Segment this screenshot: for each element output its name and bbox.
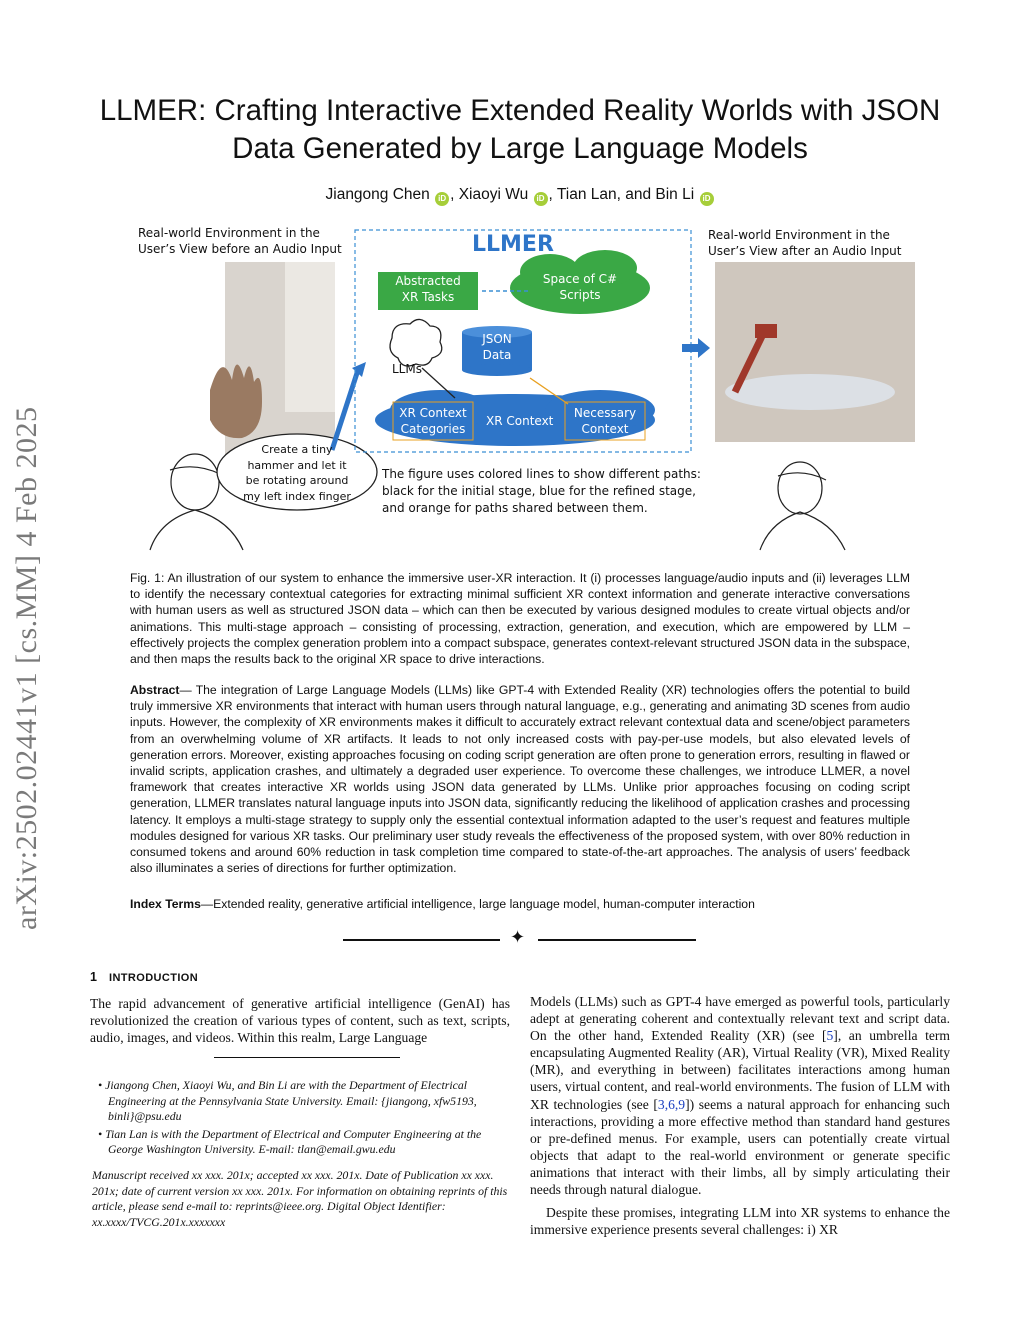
left-label-line: Real-world Environment in the	[138, 226, 320, 240]
user-right-icon	[760, 462, 845, 550]
footnote-2: • Tian Lan is with the Department of Electrical and Computer Engineering at the George Washington University. E-mail: tlan@email.gwu.edu	[98, 1126, 482, 1157]
necessary-line: Necessary	[573, 406, 637, 420]
arxiv-stamp: arXiv:2502.02441v1 [cs.MM] 4 Feb 2025	[10, 406, 43, 930]
hammer-head	[755, 324, 777, 338]
json-data-label	[462, 332, 532, 363]
figure-caption: Fig. 1: An illustration of our system to enhance the immersive user-XR interaction. It (i) processes language/audio inputs and (ii) leverages LLM to identify the necessary contextual categories for extracting minimal sufficient XR context information and generate interactive conversations with human users as well as structured JSON data – which can then be executed by various designed modules to create virtual objects and/or animations. This multi-stage approach – consisting of processing, extraction, generation, and execution, which are empowered by LLM – effectively projects the complex generation problem into a compact subspace, generates context-relevant structured JSON data in the subspace, and then maps the results back to the original XR space to drive interactions.	[130, 571, 910, 667]
abstracted-tasks-label	[378, 274, 478, 305]
figure-note	[382, 466, 701, 517]
divider-rule-left	[343, 939, 500, 941]
note-line: The figure uses colored lines to show different paths:	[382, 467, 701, 481]
footnote-rule	[214, 1057, 400, 1058]
intro-paragraph: Despite these promises, integrating LLM into XR systems to enhance the immersive experience presents several challenges: i) XR	[530, 1205, 950, 1238]
para-text: ], an umbrella term encapsulating Augmented Reality (AR), Virtual Reality (VR), Mixed Reality (MR), and everything in between) facilitates interactions among human users, virtual content, and real-world environments. The fusion of LLM with XR technologies (see [	[530, 1028, 950, 1112]
author-separator: ,	[450, 186, 459, 203]
author-name: Tian Lan, and Bin Li	[556, 186, 695, 203]
section-number: 1	[90, 970, 98, 984]
divider-star-icon: ✦	[510, 927, 526, 947]
right-label-line: Real-world Environment in the	[708, 228, 890, 242]
necessary-context-label	[565, 406, 645, 437]
abstracted-line: Abstracted	[395, 274, 461, 288]
citation-link[interactable]: 3,6,9	[657, 1096, 686, 1112]
para-text: ]) seems a natural approach for enhancing such interactions, providing a more effective method than standard hand gestures or pre-defined menus. For example, users can potentially create virtual objects that adapt to the real-world environment or generate specific animations that interact with their limbs, all by simply articulating their needs through natural dialogue.	[530, 1096, 950, 1198]
intro-paragraph	[530, 993, 950, 1198]
xr-cat-line: Categories	[400, 421, 466, 436]
space-line: Scripts	[559, 287, 601, 302]
xr-cat-line: XR Context	[399, 406, 467, 420]
figure-1	[110, 220, 920, 560]
author-name: Xiaoyi Wu	[458, 186, 529, 203]
orcid-icon[interactable]: iD	[700, 192, 714, 206]
footnote-1: • Jiangong Chen, Xiaoyi Wu, and Bin Li are with the Department of Electrical Engineering at the Pennsylvania State University. Email: {jiangong, xfw5193, binli}@psu.edu	[98, 1078, 477, 1124]
arrow-right	[682, 338, 710, 358]
arrow-up	[332, 370, 358, 450]
abstract	[130, 682, 910, 876]
speech-line: be rotating around	[245, 474, 349, 487]
right-photo-label	[708, 228, 902, 259]
section-divider	[340, 927, 700, 950]
paper-title	[80, 92, 960, 168]
abstract-label: Abstract	[130, 683, 180, 697]
footnote-2-text: Tian Lan is with the Department of Electrical and Computer Engineering at the George Washington University. E-mail: tlan@email.gwu.edu	[105, 1126, 482, 1157]
intro-paragraph: The rapid advancement of generative artificial intelligence (GenAI) has revolutionized the creation of various types of content, such as text, scripts, audio, images, and videos. Within this realm, Large Language	[90, 996, 510, 1046]
abstract-text: — The integration of Large Language Models (LLMs) like GPT-4 with Extended Reality (XR) technologies offers the potential to build truly immersive XR environments that interact with human users through natural language, e.g., generating and animating 3D scenes from audio inputs. However, the complexity of XR environments makes it difficult to accurately extract relevant contextual data and scene/object parameters from an overwhelming volume of XR artifacts. It leads to not only increased costs with pay-per-use models, but also elevated levels of generation errors. Moreover, existing approaches focusing on coding script generation are often prone to generation errors, resulting in flawed or invalid scripts, application crashes, and ultimately a degraded user experience. To overcome these challenges, we introduce LLMER, a novel framework that creates interactive XR worlds using JSON data generated by LLMs. Unlike prior approaches focusing on coding script generation, LLMER translates natural language inputs into JSON data, significantly reducing the likelihood of application crashes and processing latency. It employs a multi-stage strategy to supply only the essential contextual information adapted to the user’s request and features multiple modules designed for various XR tasks. Our preliminary user study reveals the effectiveness of the proposed system, with over 80% reduction in consumed tokens and around 60% reduction in task completion time compared to state-of-the-art approaches. The analysis of users’ feedback also illuminates a series of directions for further optimization.	[130, 683, 910, 876]
manuscript-note: Manuscript received xx xxx. 201x; accepted xx xxx. 201x. Date of Publication xx xxx. 201x; date of current version xx xxx. 201x. For information on obtaining reprints of this article, please send e-mail to: reprints@ieee.org. Digital Object Identifier: xx.xxxx/TVCG.201x.xxxxxxx	[92, 1167, 508, 1229]
author-separator: ,	[548, 186, 557, 203]
space-line: Space of C#	[542, 272, 618, 286]
footnote-1-text: Jiangong Chen, Xiaoyi Wu, and Bin Li are with the Department of Electrical Engineering at the Pennsylvania State University. Email: {jiangong, xfw5193, binli}@psu.edu	[105, 1078, 477, 1124]
author-list	[80, 186, 960, 206]
speech-line: Create a tiny	[261, 443, 333, 456]
space-of-scripts-label	[530, 272, 630, 303]
right-photo	[715, 262, 915, 442]
para-text: Models (LLMs) such as GPT-4 have emerged as powerful tools, particularly adept at generating coherent and contextually relevant text and script data. On the other hand, Extended Reality (XR) (see [	[530, 994, 950, 1044]
note-line: black for the initial stage, blue for the refined stage,	[382, 484, 696, 498]
intro-left-column	[90, 995, 510, 1059]
note-line: and orange for paths shared between them.	[382, 501, 648, 515]
brain-icon	[390, 319, 442, 366]
abstracted-line: XR Tasks	[401, 289, 455, 304]
right-label-line: User’s View after an Audio Input	[708, 243, 902, 258]
xr-context-label: XR Context	[486, 414, 554, 428]
speech-bubble-text	[237, 442, 357, 504]
intro-right-column	[530, 993, 950, 1238]
right-photo-panel	[725, 374, 895, 410]
left-photo-wall	[285, 262, 335, 412]
speech-line: hammer and let it	[247, 458, 347, 472]
author-name: Jiangong Chen	[325, 186, 430, 203]
index-terms	[130, 896, 910, 912]
speech-line: my left index finger	[243, 489, 351, 503]
xr-context-categories-label	[393, 406, 473, 437]
citation-link[interactable]: 5	[826, 1028, 834, 1044]
json-cylinder-bottom	[462, 364, 532, 376]
section-heading	[90, 970, 198, 984]
index-terms-label: Index Terms	[130, 897, 201, 911]
left-photo-label	[138, 226, 342, 257]
index-terms-text: —Extended reality, generative artificial intelligence, large language model, human-computer interaction	[200, 897, 755, 911]
json-line: Data	[482, 347, 512, 362]
json-line: JSON	[482, 332, 512, 346]
section-title: INTRODUCTION	[108, 972, 199, 984]
llms-label: LLMs	[392, 362, 422, 376]
necessary-line: Context	[581, 421, 629, 436]
orcid-icon[interactable]: iD	[435, 192, 449, 206]
divider-rule-right	[538, 939, 696, 941]
left-label-line: User’s View before an Audio Input	[138, 241, 342, 256]
llmer-label: LLMER	[472, 232, 554, 257]
title-line-1: LLMER: Crafting Interactive Extended Reality Worlds with JSON	[99, 94, 941, 127]
footnotes	[90, 1078, 510, 1230]
title-line-2: Data Generated by Large Language Models	[232, 132, 808, 165]
orcid-icon[interactable]: iD	[534, 192, 548, 206]
